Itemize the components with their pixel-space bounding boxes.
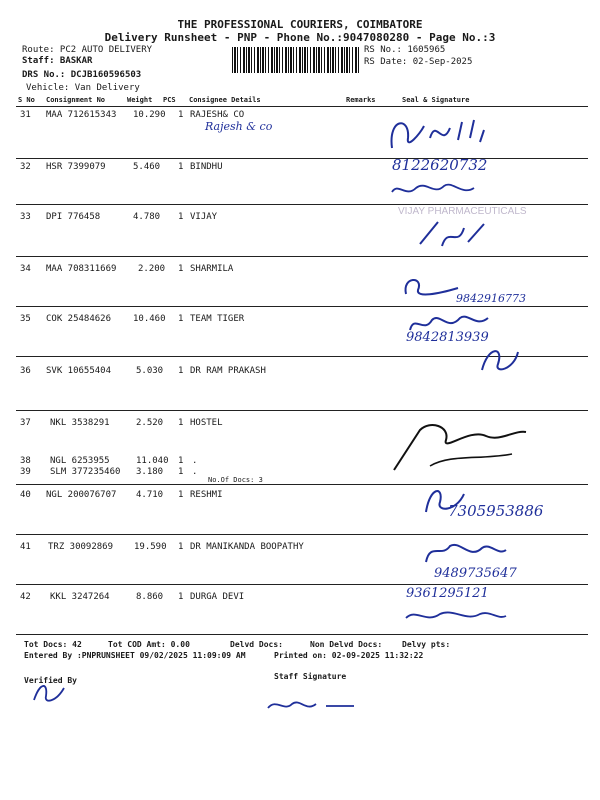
row-pcs: 1 (178, 467, 184, 477)
row-consignee: RAJESH& CO (190, 110, 245, 120)
row-weight: 4.710 (136, 490, 164, 500)
row-consignee: DR RAM PRAKASH (190, 366, 266, 376)
row-sno: 35 (20, 314, 31, 324)
row-sno: 31 (20, 110, 31, 120)
non-delivered-docs: Non Delvd Docs: (310, 640, 383, 649)
company-title: THE PROFESSIONAL COURIERS, COIMBATORE (177, 18, 423, 31)
row-consignee: VIJAY (190, 212, 218, 222)
signature-scribble (390, 420, 530, 478)
signature-scribble (474, 342, 524, 378)
row-pcs: 1 (178, 490, 184, 500)
row-divider (16, 584, 588, 585)
handwritten-phone: 9489735647 (434, 566, 517, 581)
header-divider (16, 106, 588, 107)
col-seal-signature: Seal & Signature (402, 96, 470, 104)
handwritten-phone: 9361295121 (406, 586, 489, 601)
col-pcs: PCS (163, 96, 176, 104)
row-pcs: 1 (178, 314, 184, 324)
row-consignment: HSR 7399079 (46, 162, 106, 172)
row-consignment: TRZ 30092869 (48, 542, 114, 552)
row-pcs: 1 (178, 110, 184, 120)
handwritten-phone: 7305953886 (448, 502, 544, 520)
row-pcs: 1 (178, 418, 184, 428)
row-divider (16, 306, 588, 307)
row-divider (16, 484, 588, 485)
row-consignee: . (192, 456, 198, 466)
row-consignment: NGL 200076707 (46, 490, 117, 500)
row-pcs: 1 (178, 366, 184, 376)
row-weight: 3.180 (136, 467, 164, 477)
signature-scribble (400, 606, 510, 626)
row-weight: 2.520 (136, 418, 164, 428)
row-consignment: DPI 776458 (46, 212, 101, 222)
total-docs: Tot Docs: 42 (24, 640, 82, 649)
handwritten-phone: 9842813939 (406, 330, 489, 345)
row-divider (16, 256, 588, 257)
vehicle-label: Vehicle: Van Delivery (26, 83, 140, 93)
col-consignee: Consignee Details (189, 96, 261, 104)
row-pcs: 1 (178, 212, 184, 222)
row-sno: 33 (20, 212, 31, 222)
handwritten-phone: 8122620732 (392, 156, 488, 174)
staff-label: Staff: BASKAR (22, 56, 93, 66)
row-pcs: 1 (178, 456, 184, 466)
row-consignee: TEAM TIGER (190, 314, 245, 324)
signature-scribble (420, 538, 510, 568)
row-consignment: KKL 3247264 (50, 592, 110, 602)
delivery-points: Delvy pts: (402, 640, 451, 649)
row-consignee: HOSTEL (190, 418, 223, 428)
row-consignee: SHARMILA (190, 264, 234, 274)
row-divider (16, 204, 588, 205)
row-consignment: MAA 708311669 (46, 264, 117, 274)
signature-scribble (386, 178, 496, 202)
staff-signature (262, 694, 362, 718)
col-weight: Weight (127, 96, 153, 104)
row-consignee: . (192, 467, 198, 477)
row-weight: 5.460 (133, 162, 161, 172)
row-divider (16, 158, 588, 159)
row-sno: 41 (20, 542, 31, 552)
col-remarks: Remarks (346, 96, 376, 104)
rs-number: RS No.: 1605965 (364, 45, 446, 55)
route-label: Route: PC2 AUTO DELIVERY (22, 45, 153, 55)
stamp-text: VIJAY PHARMACEUTICALS (398, 206, 527, 217)
row-sno: 37 (20, 418, 31, 428)
row-consignment: SLM 377235460 (50, 467, 121, 477)
row-sno: 42 (20, 592, 31, 602)
row-pcs: 1 (178, 542, 184, 552)
row-consignee: BINDHU (190, 162, 223, 172)
row-pcs: 1 (178, 592, 184, 602)
verified-by-label: Verified By (24, 676, 77, 685)
handwritten-phone: 9842916773 (456, 292, 526, 305)
row-consignment: NGL 6253955 (50, 456, 110, 466)
row-consignment: NKL 3538291 (50, 418, 110, 428)
row-pcs: 1 (178, 264, 184, 274)
drs-number: DRS No.: DCJB160596503 (22, 70, 142, 80)
no-of-docs: No.Of Docs: 3 (208, 476, 263, 484)
row-weight: 10.460 (133, 314, 166, 324)
row-sno: 38 (20, 456, 31, 466)
row-consignee: RESHMI (190, 490, 223, 500)
row-sno: 34 (20, 264, 31, 274)
row-consignment: COK 25484626 (46, 314, 112, 324)
signature-scribble (414, 214, 494, 254)
row-consignee: DR MANIKANDA BOOPATHY (190, 542, 304, 552)
printed-on: Printed on: 02-09-2025 11:32:22 (274, 651, 424, 660)
row-sno: 32 (20, 162, 31, 172)
row-consignment: SVK 10655404 (46, 366, 112, 376)
verifier-signature (30, 678, 70, 708)
row-consignment: MAA 712615343 (46, 110, 117, 120)
entered-by: Entered By :PNPRUNSHEET 09/02/2025 11:09:09 AM (24, 651, 246, 660)
row-divider (16, 410, 588, 411)
row-weight: 4.780 (133, 212, 161, 222)
runsheet-subtitle: Delivery Runsheet - PNP - Phone No.:9047080280 - Page No.:3 (104, 31, 496, 44)
row-divider (16, 634, 588, 635)
col-sno: S No (18, 96, 35, 104)
row-pcs: 1 (178, 162, 184, 172)
barcode-image (232, 47, 360, 73)
row-weight: 11.040 (136, 456, 169, 466)
row-weight: 2.200 (138, 264, 166, 274)
row-divider (16, 534, 588, 535)
row-sno: 36 (20, 366, 31, 376)
handwritten-note: Rajesh & co (205, 120, 273, 133)
row-sno: 40 (20, 490, 31, 500)
signature-scribble (380, 108, 500, 156)
row-weight: 10.290 (133, 110, 166, 120)
row-consignee: DURGA DEVI (190, 592, 245, 602)
col-consignment: Consignment No (46, 96, 106, 104)
row-weight: 5.030 (136, 366, 164, 376)
rs-date: RS Date: 02-Sep-2025 (364, 57, 473, 67)
delivered-docs: Delvd Docs: (230, 640, 283, 649)
row-weight: 8.860 (136, 592, 164, 602)
staff-signature-label: Staff Signature (274, 672, 347, 681)
row-weight: 19.590 (134, 542, 167, 552)
row-sno: 39 (20, 467, 31, 477)
total-cod: Tot COD Amt: 0.00 (108, 640, 190, 649)
